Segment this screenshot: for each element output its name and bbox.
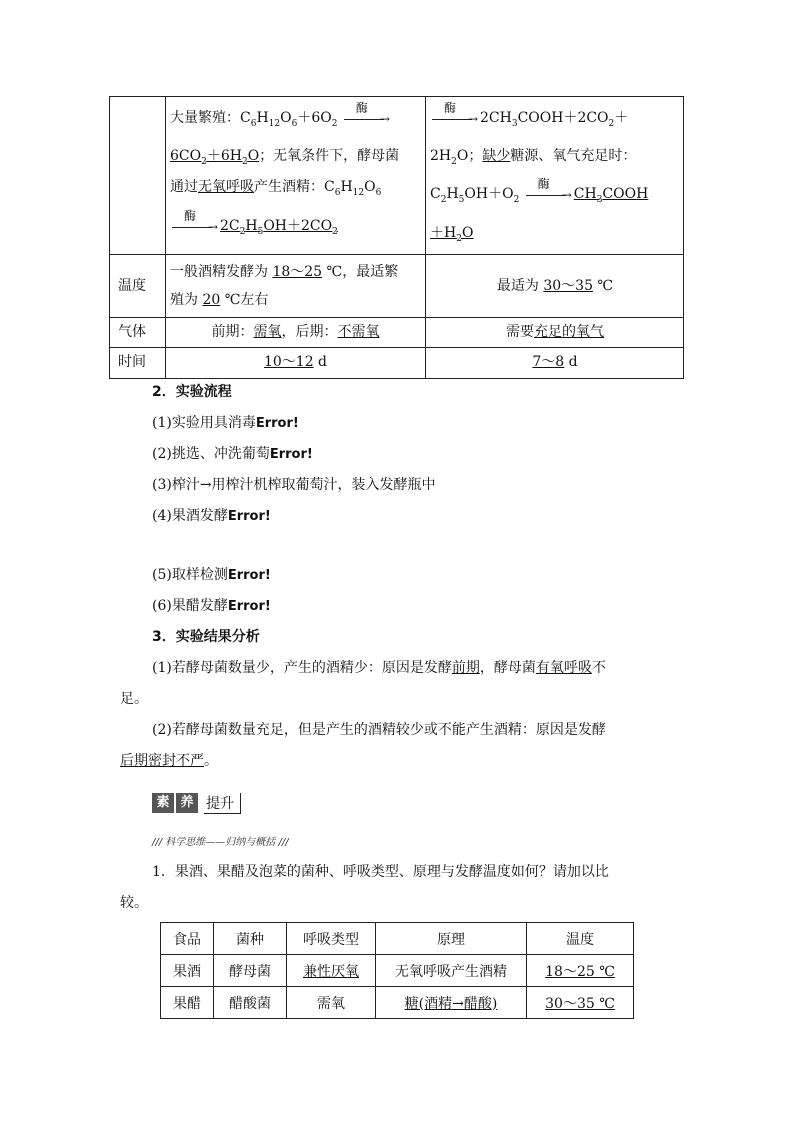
section3-heading: 3．实验结果分析 [152, 629, 260, 645]
question-line2: 较。 [120, 895, 148, 911]
row1-left-line4: 酶 → $2C_2H_5OH+2CO_2$ [170, 217, 338, 241]
table-cell: 18～25 ℃ [527, 955, 634, 987]
enzyme-arrow: 酶 → [344, 111, 390, 125]
row1-left-line2: $6CO_2+6H_2O$；无氧条件下，酵母菌 [170, 148, 400, 167]
header-cell: 原理 [376, 923, 527, 955]
table-cell: 酵母菌 [214, 955, 287, 987]
badge-char-1: 素 [152, 793, 174, 813]
analysis-2-cont: 后期密封不严。 [120, 753, 218, 769]
row1-left-line1: 大量繁殖：$C_6H_{12}O_6+6O_2$ 酶 → [170, 101, 390, 129]
row4-label: 时间 [118, 354, 146, 370]
table-cell: 果醋 [161, 987, 214, 1019]
step-2: (2)挑选、冲洗葡萄Error! [152, 446, 313, 462]
row2-label: 温度 [118, 278, 146, 294]
row4-right: 7～8 d [532, 354, 578, 370]
table-row [161, 987, 634, 1019]
analysis-1: (1)若酵母菌数量少，产生的酒精少：原因是发酵前期，酵母菌有氧呼吸不 [152, 660, 606, 676]
comparison-table [160, 922, 634, 1019]
enzyme-arrow: 酶 → [172, 219, 218, 233]
row2-left: 一般酒精发酵为 18～25 ℃，最适繁 殖为 20 ℃左右 [170, 264, 399, 308]
header-cell: 菌种 [214, 923, 287, 955]
table-cell: 30～35 ℃ [527, 987, 634, 1019]
literacy-badge [152, 792, 241, 814]
header-cell: 食品 [161, 923, 214, 955]
badge-text: 提升 [204, 793, 241, 814]
row1-right-line2: $2H_2O$；缺少糖源、氧气充足时： [430, 148, 637, 167]
section-tag: /// 科学思维——归纳与概括 /// [152, 837, 289, 848]
fermentation-comparison-table [109, 96, 684, 379]
table-cell: 醋酸菌 [214, 987, 287, 1019]
row3-left: 前期：需氧，后期：不需氧 [211, 324, 380, 340]
question-line1: 1．果酒、果醋及泡菜的菌种、呼吸类型、原理与发酵温度如何？请加以比 [152, 864, 609, 880]
header-cell: 温度 [527, 923, 634, 955]
table-cell: 果酒 [161, 955, 214, 987]
row3-label: 气体 [118, 324, 146, 340]
step-1: (1)实验用具消毒Error! [152, 415, 299, 431]
analysis-1-cont: 足。 [120, 691, 148, 707]
table-cell: 需氧 [287, 987, 376, 1019]
step-6: (6)果醋发酵Error! [152, 598, 271, 614]
enzyme-arrow: 酶 → [432, 111, 478, 125]
row4-left: 10～12 d [263, 354, 328, 370]
badge-char-2: 养 [176, 793, 198, 813]
row3-right: 需要充足的氧气 [506, 324, 604, 340]
table-cell: 糖(酒精→醋酸) [376, 987, 527, 1019]
step-5: (5)取样检测Error! [152, 567, 271, 583]
table-row [161, 955, 634, 987]
section2-heading: 2．实验流程 [152, 384, 232, 400]
row1-right-line4: $+H_2O$ [430, 225, 474, 244]
header-cell: 呼吸类型 [287, 923, 376, 955]
table-cell: 无氧呼吸产生酒精 [376, 955, 527, 987]
row1-left-line3: 通过无氧呼吸产生酒精：$C_6H_{12}O_6$ [170, 179, 382, 198]
table-header-row [161, 923, 634, 955]
step-3: (3)榨汁→用榨汁机榨取葡萄汁，装入发酵瓶中 [152, 477, 436, 493]
row1-right-line3: $C_2H_5OH+O_2$ 酶 → $CH_3COOH$ [430, 177, 649, 205]
enzyme-arrow: 酶 → [526, 187, 572, 201]
table-cell: 兼性厌氧 [287, 955, 376, 987]
row2-right: 最适为 30～35 ℃ [496, 278, 614, 294]
step-4: (4)果酒发酵Error! [152, 508, 271, 524]
analysis-2: (2)若酵母菌数量充足，但是产生的酒精较少或不能产生酒精：原因是发酵 [152, 722, 606, 738]
row1-right-line1: 酶 → $2CH_3COOH+2CO_2+$ [430, 109, 628, 133]
